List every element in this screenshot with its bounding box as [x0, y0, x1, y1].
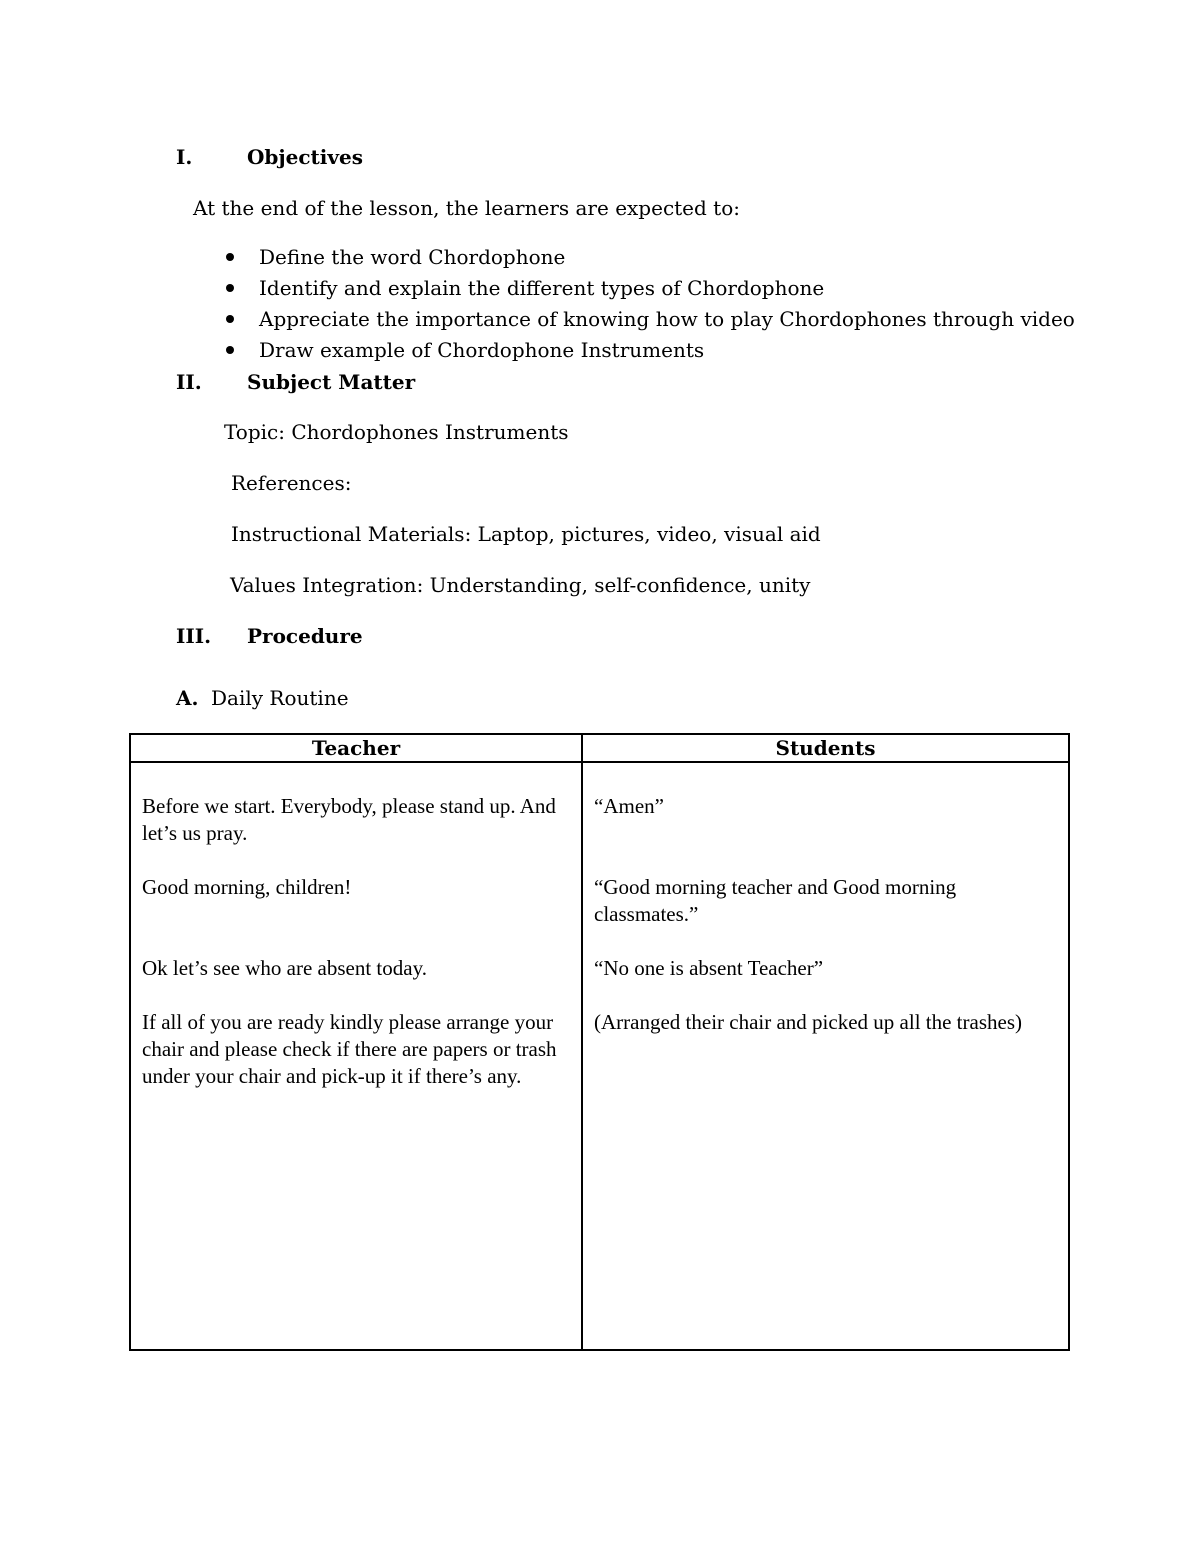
objective-item: Appreciate the importance of knowing how to play Chordophones through video — [259, 307, 1075, 331]
table-row — [130, 762, 1069, 1350]
daily-routine-table — [129, 733, 1070, 1351]
procedure-heading: Procedure — [247, 624, 363, 648]
students-column-header: Students — [582, 734, 1069, 762]
topic-line: Topic: Chordophones Instruments — [224, 420, 569, 444]
objectives-heading: Objectives — [247, 145, 363, 169]
teacher-column-header: Teacher — [130, 734, 582, 762]
objectives-intro: At the end of the lesson, the learners are expected to: — [193, 196, 740, 220]
teacher-line-prayer: Before we start. Everybody, please stand up. And let’s us pray. — [142, 794, 556, 845]
daily-routine-letter: A. — [176, 686, 199, 710]
students-line-arrange: (Arranged their chair and picked up all the trashes) — [594, 1010, 1022, 1034]
teacher-line-arrange: If all of you are ready kindly please arrange your chair and please check if there are papers or trash under your chair and pick-up it if there’s any. — [142, 1010, 557, 1088]
objective-item: Draw example of Chordophone Instruments — [259, 338, 705, 362]
students-line-greeting: “Good morning teacher and Good morning classmates.” — [594, 875, 957, 926]
bullet-dot-icon — [226, 253, 234, 261]
references-line: References: — [231, 471, 352, 495]
teacher-line-attendance: Ok let’s see who are absent today. — [142, 956, 427, 980]
teacher-line-greeting: Good morning, children! — [142, 875, 352, 899]
subject-matter-heading: Subject Matter — [247, 370, 416, 394]
materials-line: Instructional Materials: Laptop, pictures, video, visual aid — [231, 522, 821, 546]
students-line-attendance: “No one is absent Teacher” — [594, 956, 824, 980]
values-line: Values Integration: Understanding, self-confidence, unity — [230, 573, 811, 597]
bullet-dot-icon — [226, 284, 234, 292]
procedure-numeral: III. — [176, 624, 212, 648]
objectives-numeral: I. — [176, 145, 193, 169]
objective-item: Identify and explain the different types of Chordophone — [259, 276, 825, 300]
daily-routine-label: Daily Routine — [211, 686, 349, 710]
students-line-amen: “Amen” — [594, 794, 664, 818]
table-header-row — [130, 734, 1069, 762]
subject-matter-numeral: II. — [176, 370, 202, 394]
students-cell — [582, 762, 1069, 1350]
teacher-cell — [130, 762, 582, 1350]
bullet-dot-icon — [226, 315, 234, 323]
objective-item: Define the word Chordophone — [259, 245, 566, 269]
bullet-dot-icon — [226, 346, 234, 354]
